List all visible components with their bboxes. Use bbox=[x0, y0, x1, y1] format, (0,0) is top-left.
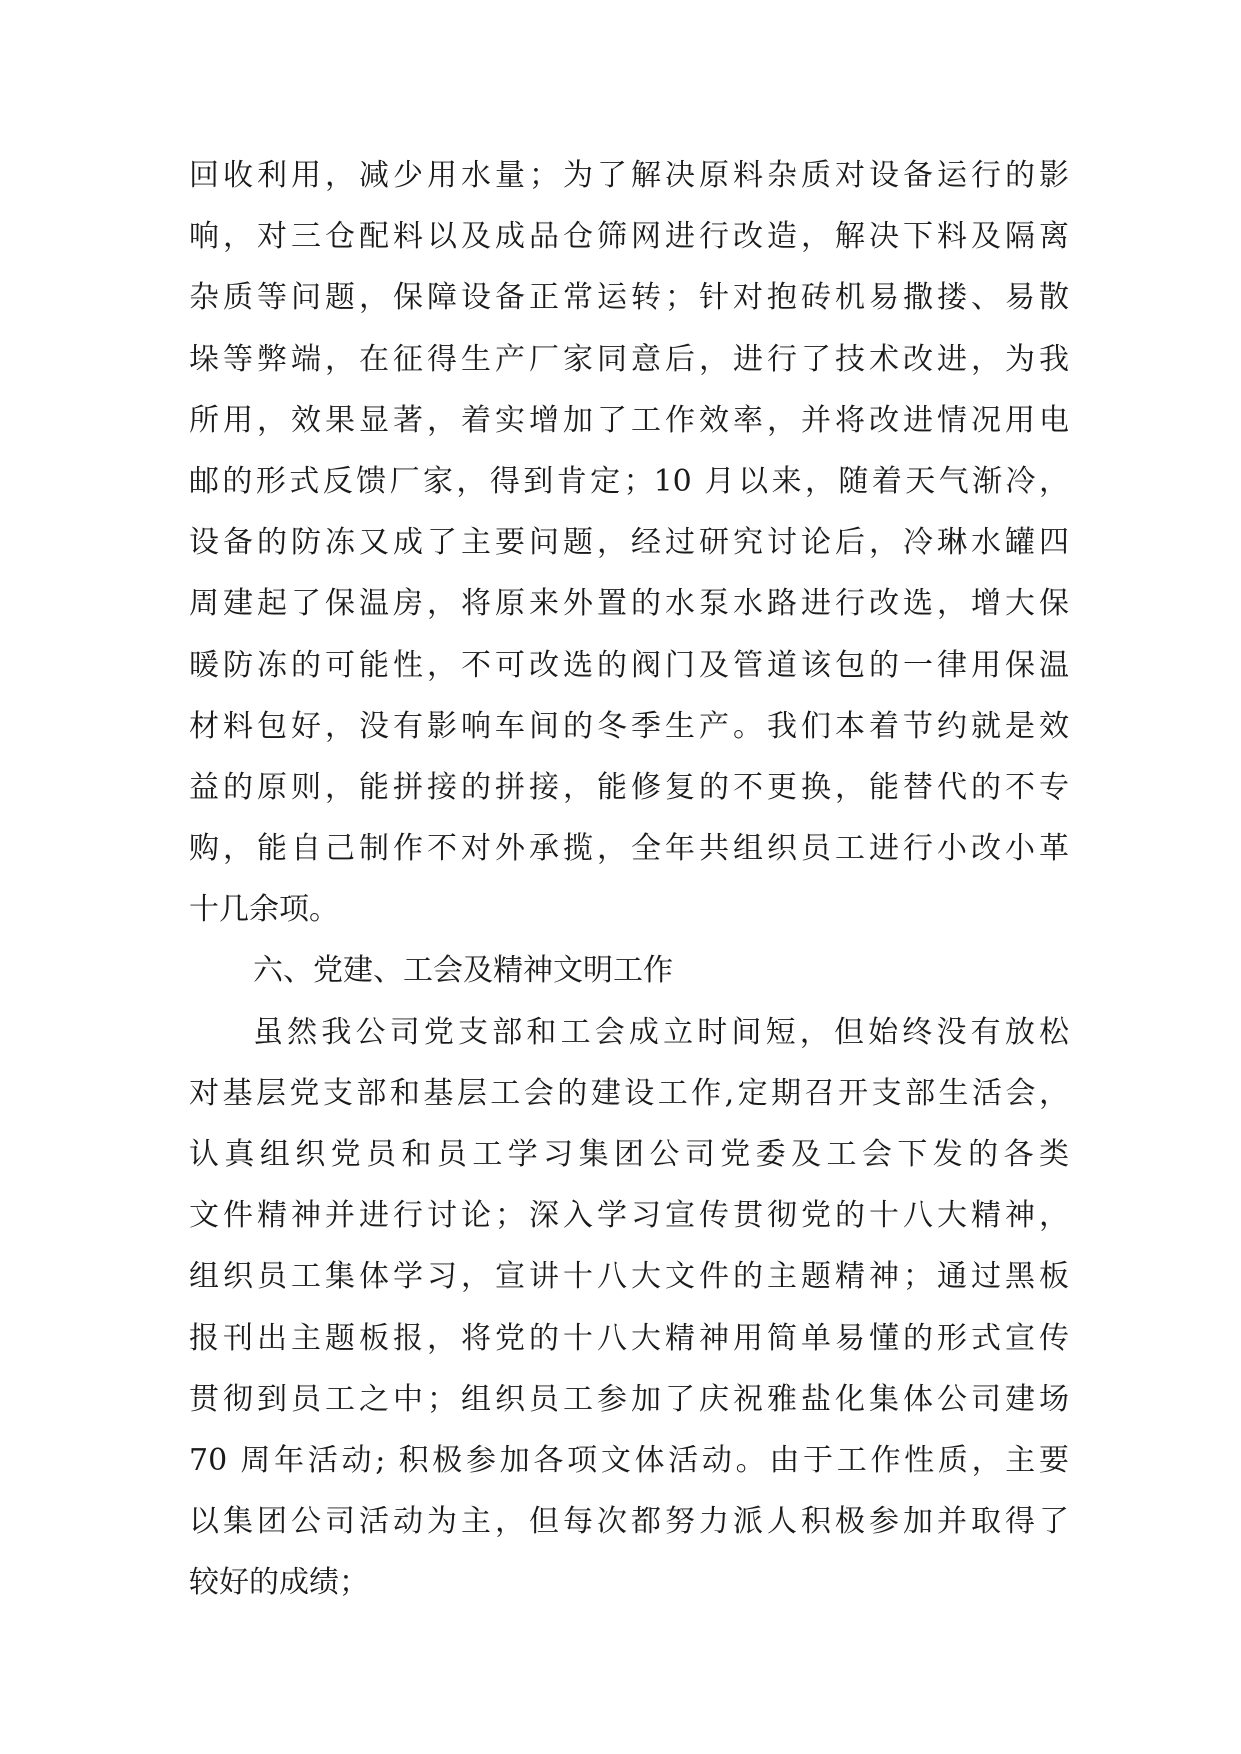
text-line: 回收利用，减少用水量；为了解决原料杂质对设备运行的影 bbox=[189, 158, 1069, 193]
text-line: 购，能自己制作不对外承揽，全年共组织员工进行小改小革 bbox=[189, 831, 1069, 867]
text-line: 以集团公司活动为主，但每次都努力派人积极参加并取得了 bbox=[189, 1504, 1069, 1540]
text-line: 报刊出主题板报，将党的十八大精神用简单易懂的形式宣传 bbox=[189, 1320, 1069, 1356]
text-line: 十几余项。 bbox=[189, 892, 339, 928]
text-line: 周建起了保温房，将原来外置的水泵水路进行改选，增大保 bbox=[189, 586, 1069, 622]
text-line: 响，对三仓配料以及成品仓筛网进行改造，解决下料及隔离 bbox=[189, 219, 1069, 255]
text-line: 邮的形式反馈厂家，得到肯定；10 月以来，随着天气渐冷， bbox=[189, 463, 1069, 499]
text-line: 文件精神并进行讨论；深入学习宣传贯彻党的十八大精神， bbox=[189, 1198, 1069, 1234]
section-heading: 六、党建、工会及精神文明工作 bbox=[253, 953, 673, 989]
text-line: 材料包好，没有影响车间的冬季生产。我们本着节约就是效 bbox=[189, 708, 1069, 744]
text-line: 虽然我公司党支部和工会成立时间短，但始终没有放松 bbox=[253, 1014, 1069, 1050]
text-line: 认真组织党员和员工学习集团公司党委及工会下发的各类 bbox=[189, 1137, 1069, 1172]
text-line: 暖防冻的可能性，不可改选的阀门及管道该包的一律用保温 bbox=[189, 647, 1069, 683]
text-line: 所用，效果显著，着实增加了工作效率，并将改进情况用电 bbox=[189, 402, 1069, 438]
text-line: 贯彻到员工之中；组织员工参加了庆祝雅盐化集体公司建场 bbox=[189, 1381, 1069, 1417]
text-line: 益的原则，能拼接的拼接，能修复的不更换，能替代的不专 bbox=[189, 769, 1069, 805]
text-line: 设备的防冻又成了主要问题，经过研究讨论后，冷琳水罐四 bbox=[189, 525, 1069, 561]
text-line: 垛等弊端，在征得生产厂家同意后，进行了技术改进，为我 bbox=[189, 341, 1069, 377]
body-text bbox=[189, 156, 1069, 1625]
text-line: 组织员工集体学习，宣讲十八大文件的主题精神；通过黑板 bbox=[189, 1259, 1069, 1295]
text-line: 70 周年活动; 积极参加各项文体活动。由于工作性质，主要 bbox=[189, 1442, 1069, 1478]
text-line: 杂质等问题，保障设备正常运转；针对抱砖机易撒搂、易散 bbox=[189, 280, 1069, 316]
text-line: 对基层党支部和基层工会的建设工作,定期召开支部生活会， bbox=[189, 1075, 1069, 1111]
text-line: 较好的成绩； bbox=[189, 1565, 369, 1601]
